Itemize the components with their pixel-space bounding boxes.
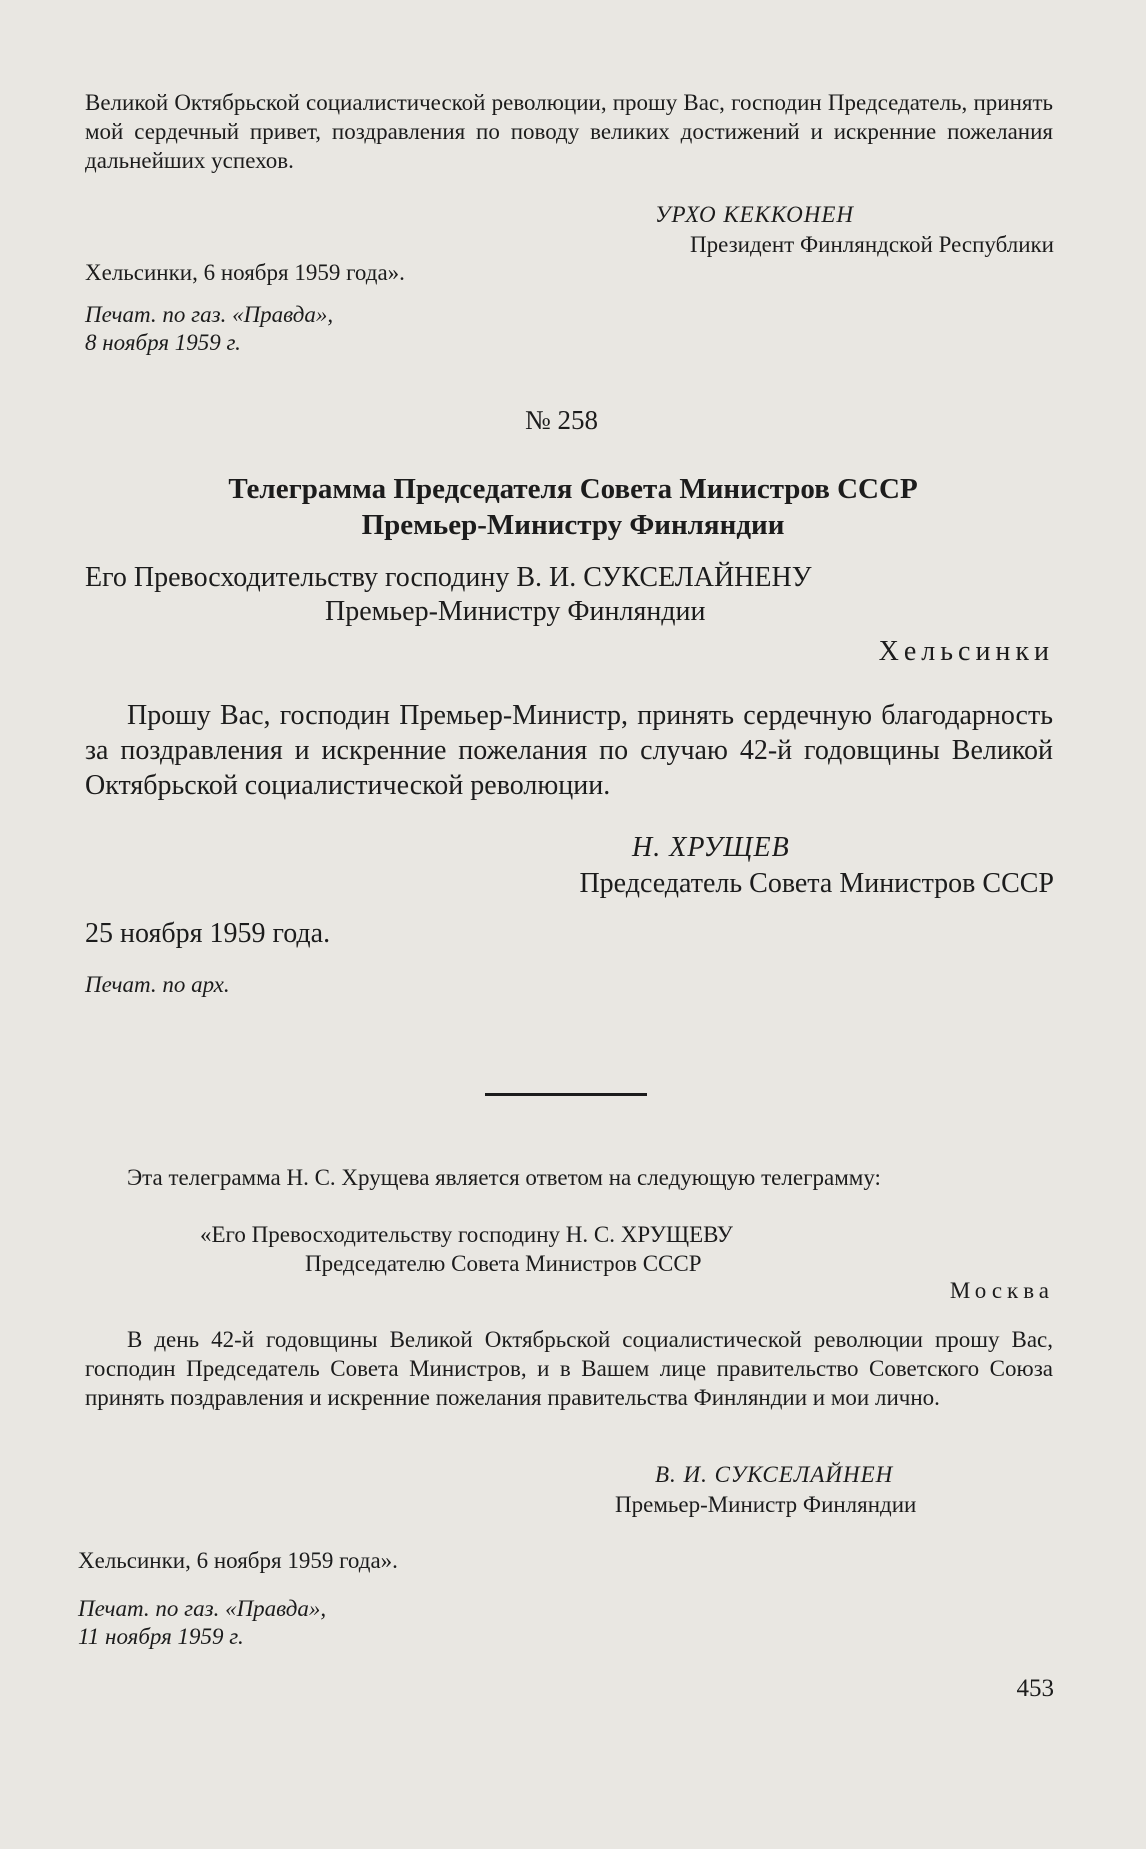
addressee-line2: Премьер-Министру Финляндии xyxy=(325,596,706,627)
note-signer: В. И. СУКСЕЛАЙНЕН xyxy=(655,1462,894,1487)
document-heading-line1: Телеграмма Председателя Совета Министров СССР xyxy=(228,473,918,505)
document-signer-title: Председатель Совета Министров СССР xyxy=(579,868,1054,899)
section-divider xyxy=(485,1093,647,1096)
note-addressee-line1: «Его Превосходительству господину Н. С. ХРУЩЕВУ xyxy=(200,1222,733,1247)
intro-place-date: Хельсинки, 6 ноября 1959 года». xyxy=(85,260,405,285)
addressee-city: Хельсинки xyxy=(878,636,1054,667)
note-addressee-line2: Председателю Совета Министров СССР xyxy=(305,1251,702,1276)
addressee-line1: Его Превосходительству господину В. И. СУКСЕЛАЙНЕНУ xyxy=(85,562,812,593)
intro-signer-title: Президент Финляндской Республики xyxy=(689,232,1054,257)
document-source: Печат. по арх. xyxy=(85,972,230,997)
document-heading-line2: Премьер-Министру Финляндии xyxy=(361,509,785,541)
note-body: В день 42-й годовщины Великой Октябрьской социалистической революции прошу Вас, господин Председатель Совета Министров, и в Вашем лице правительство Советского Союза принять поздравления и искренние пожелания правительства Финляндии и мои лично. xyxy=(85,1327,1053,1410)
note-place-date: Хельсинки, 6 ноября 1959 года». xyxy=(78,1548,398,1573)
intro-source-line1: Печат. по газ. «Правда», xyxy=(85,302,334,327)
document-body: Прошу Вас, господин Премьер-Министр, принять сердечную благодарность за поздравления и искренние пожелания по случаю 42-й годовщины Великой Октябрьской социалистической революции. xyxy=(85,700,1053,801)
page-number: 453 xyxy=(1016,1675,1054,1702)
note-source-line2: 11 ноября 1959 г. xyxy=(78,1624,244,1649)
document-date: 25 ноября 1959 года. xyxy=(85,918,331,949)
intro-signer: УРХО КЕККОНЕН xyxy=(655,202,854,227)
document-number: № 258 xyxy=(525,405,599,435)
note-signer-title: Премьер-Министр Финляндии xyxy=(615,1492,917,1517)
document-signer: Н. ХРУЩЕВ xyxy=(632,832,790,863)
note-source-line1: Печат. по газ. «Правда», xyxy=(78,1596,327,1621)
note-city: Москва xyxy=(949,1278,1054,1303)
note-intro: Эта телеграмма Н. С. Хрущева является ответом на следующую телеграмму: xyxy=(127,1165,881,1190)
intro-source-line2: 8 ноября 1959 г. xyxy=(85,330,241,355)
intro-paragraph: Великой Октябрьской социалистической революции, прошу Вас, господин Председатель, принять мой сердечный привет, поздравления по поводу великих достижений и искренние пожелания дальнейших успехов. xyxy=(85,90,1053,173)
